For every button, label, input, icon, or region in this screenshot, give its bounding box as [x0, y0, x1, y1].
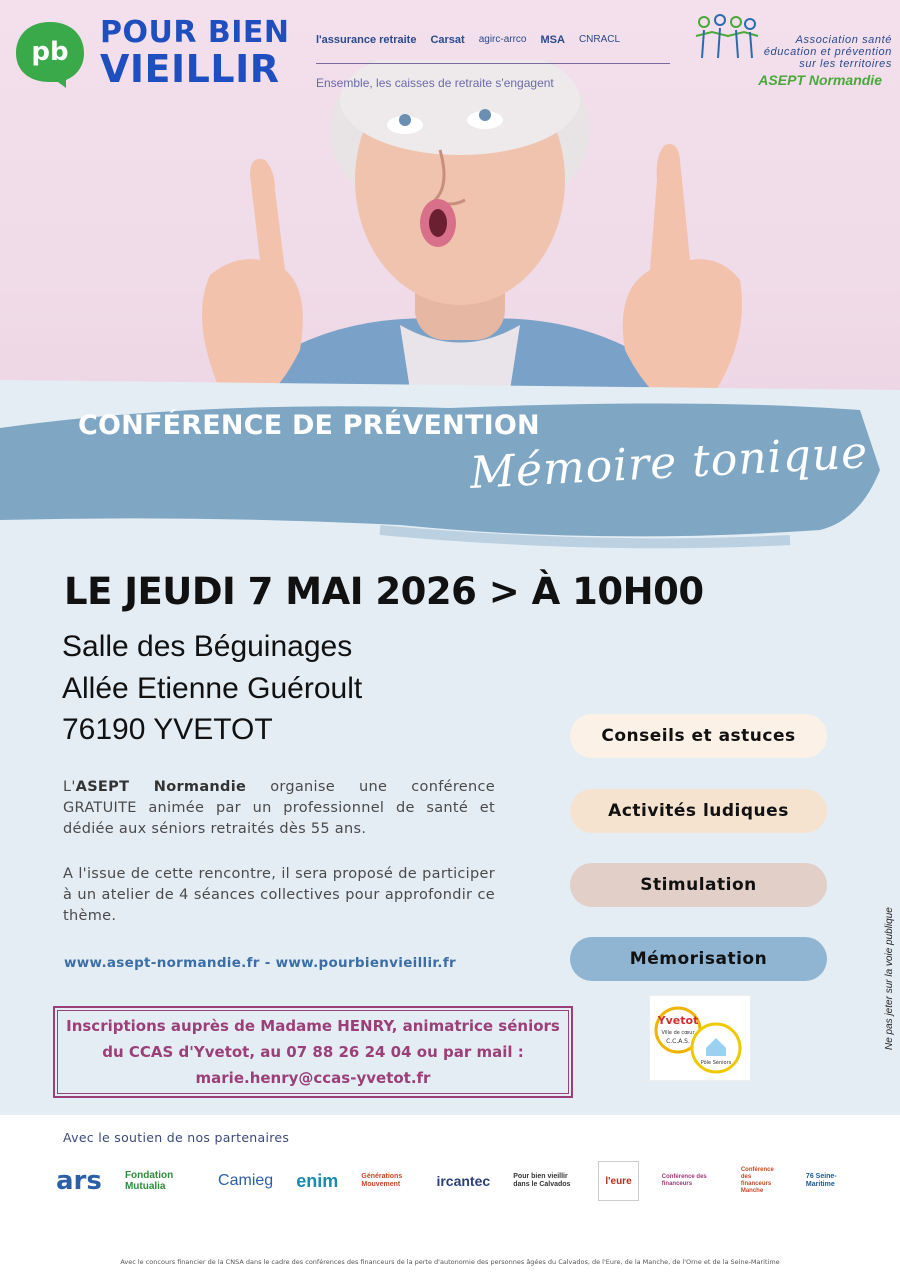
description-paragraph-2: A l'issue de cette rencontre, il sera proposé de participer à un atelier de 4 séances collectives pour approfondir ce thème. [63, 866, 495, 924]
pbv-line2: VIEILLIR [100, 47, 280, 91]
ccas-pole: Pôle Séniors [700, 1060, 732, 1066]
generations-mouvement-logo: Générations Mouvement [361, 1173, 403, 1188]
enim-logo: enim [296, 1170, 339, 1191]
conference-financeurs-logo: Conférence des financeurs [661, 1174, 707, 1187]
ccas-city: Yvetot [657, 1014, 699, 1027]
retirement-funds-logos [316, 16, 670, 64]
asept-desc-line2: éducation et prévention [763, 46, 892, 58]
pbv-badge-text: pb [31, 37, 69, 67]
seine-maritime-logo: 76 Seine-Maritime [805, 1173, 837, 1188]
support-label: Avec le soutien de nos partenaires [63, 1130, 290, 1145]
conference-financeurs-manche-logo: Conférence des financeurs Manche [740, 1167, 774, 1194]
fondation-mutualia-logo: Fondation Mutualia [124, 1170, 174, 1192]
theme-pill-activites: Activités ludiques [570, 789, 827, 833]
agirc-arrco-logo: agirc-arrco [478, 34, 527, 45]
inscription-box [53, 1006, 573, 1098]
ccas-label: C.C.A.S. [666, 1038, 690, 1045]
msa-logo: MSA [540, 33, 565, 46]
pbv-calvados-logo: Pour bien vieillir dans le Calvados [513, 1173, 571, 1188]
ccas-logo-graphic-icon [650, 996, 750, 1080]
theme-pill-memorisation: Mémorisation [570, 937, 827, 981]
theme-pill-conseils: Conseils et astuces [570, 714, 827, 758]
ircantec-logo: ircantec [436, 1173, 491, 1189]
carsat-logo: Carsat [430, 33, 465, 46]
asept-org-name: ASEPT Normandie [75, 779, 247, 795]
assurance-retraite-logo: l'assurance retraite [316, 33, 417, 46]
inscription-text: Inscriptions auprès de Madame HENRY, animatrice séniors du CCAS d'Yvetot, au 07 88 26 24 04 ou par mail : marie.henry@ccas-yvetot.fr [57, 1010, 569, 1094]
theme-pill-stimulation: Stimulation [570, 863, 827, 907]
event-date: LE JEUDI 7 MAI 2026 > À 10H00 [64, 570, 704, 613]
ccas-motto: Ville de cœur [661, 1030, 695, 1036]
conference-title: CONFÉRENCE DE PRÉVENTION [78, 410, 540, 441]
conference-subtitle: Mémoire tonique [468, 427, 870, 499]
description-paragraph-1: L'ASEPT Normandie organise une conférence GRATUITE animée par un professionnel de santé et dédiée aux séniors retraités dès 55 ans. [63, 779, 495, 837]
cnracl-logo: CNRACL [578, 34, 621, 45]
pbv-line1: POUR BIEN [100, 15, 290, 50]
asept-desc-line1: Association santé [795, 34, 892, 46]
side-note: Ne pas jeter sur la voie publique [884, 907, 895, 1050]
tagline: Ensemble, les caisses de retraite s'engagent [316, 76, 554, 90]
website-links[interactable]: www.asept-normandie.fr - www.pourbienvieillir.fr [64, 955, 456, 971]
pour-bien-vieillir-logo-icon [14, 20, 86, 88]
ccas-yvetot-logo [649, 995, 751, 1081]
eure-logo: l'eure [598, 1161, 638, 1201]
address-line3: 76190 YVETOT [62, 713, 273, 746]
asept-name: ASEPT Normandie [758, 72, 882, 88]
ars-logo: ars [56, 1166, 102, 1196]
footer-note: Avec le concours financier de la CNSA dans le cadre des conférences des financeurs de la perte d'autonomie des personnes âgées du Calvados, de l'Eure, de la Manche, de l'Orne et de la Seine-Maritime [120, 1258, 780, 1266]
camieg-logo: Camieg [218, 1172, 274, 1189]
address-line1: Salle des Béguinages [62, 630, 353, 663]
pbv-wordmark [100, 15, 290, 91]
partners-logos-row [56, 1158, 846, 1204]
address-line2: Allée Etienne Guéroult [62, 672, 363, 705]
asept-desc-line3: sur les territoires [799, 58, 892, 70]
asept-description [742, 34, 892, 70]
